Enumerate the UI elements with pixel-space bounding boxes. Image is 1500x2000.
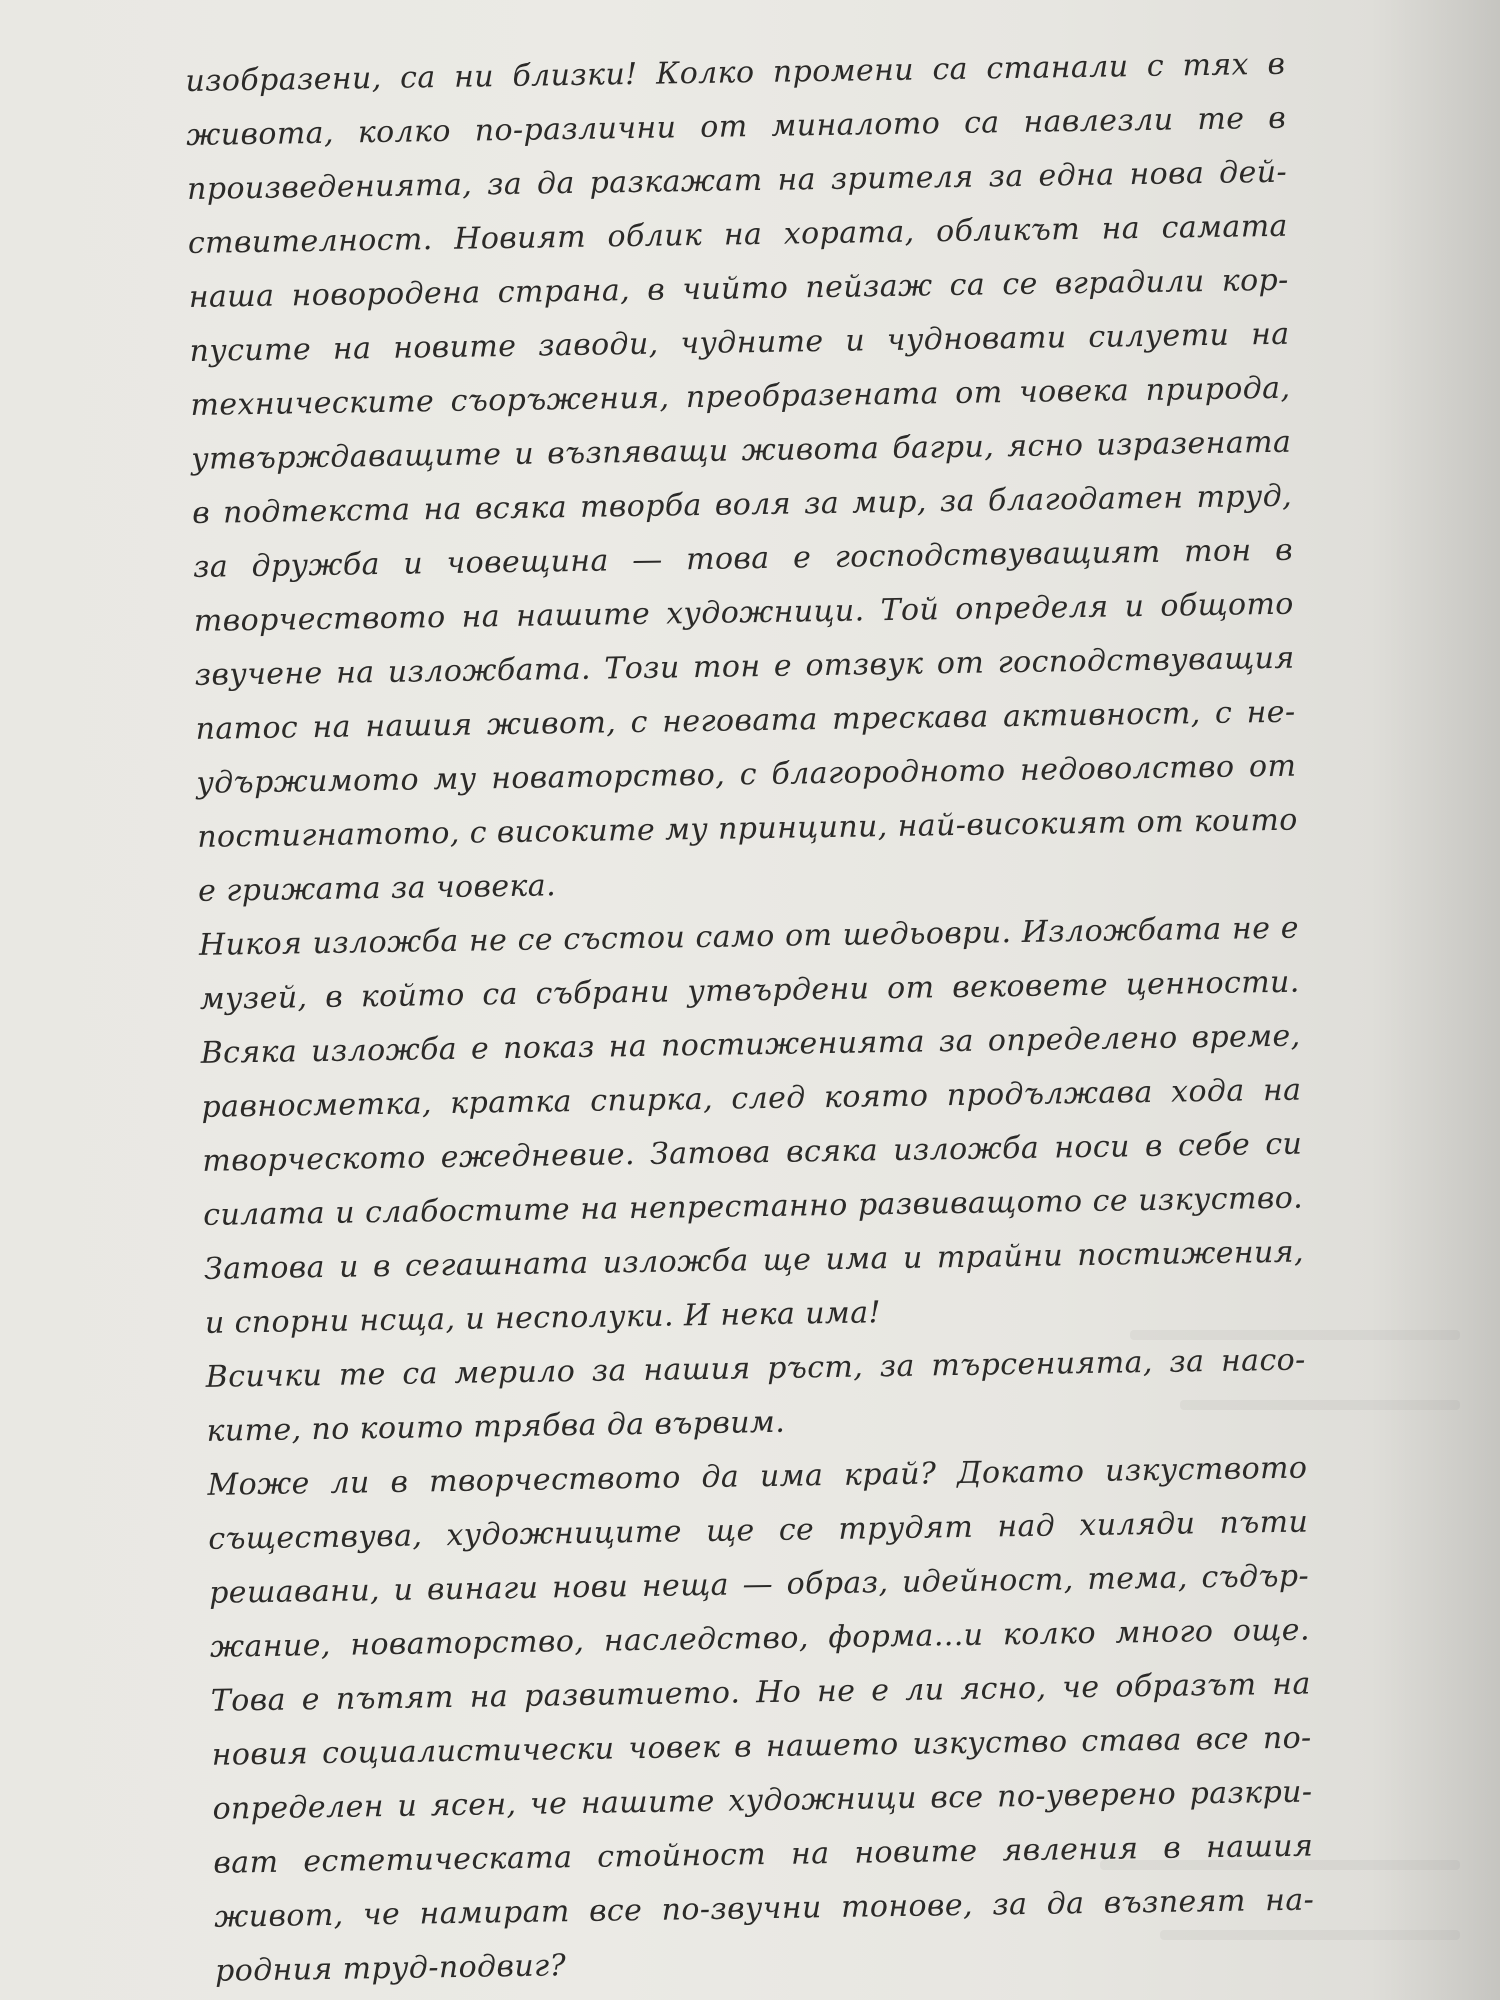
text-line: патос на нашия живот, с неговата трескава активност, с не- bbox=[195, 694, 1296, 747]
body-text bbox=[185, 38, 1315, 1989]
text-line: Никоя изложба не се състои само от шедьоври. Изложбата не е bbox=[198, 910, 1300, 963]
text-line: живот, че намират все по-звучни тонове, за да възпеят на- bbox=[213, 1882, 1315, 1935]
text-line: живота, колко по-различни от миналото са навлезли те в bbox=[185, 100, 1287, 153]
text-line: произведенията, за да разкажат на зрителя за една нова дей- bbox=[186, 154, 1288, 207]
text-line: утвърждаващите и възпяващи живота багри, ясно изразената bbox=[191, 424, 1292, 477]
text-line: Всички те са мерило за нашия ръст, за търсенията, за насо- bbox=[205, 1342, 1306, 1395]
text-line: звучене на изложбата. Този тон е отзвук от господствуващия bbox=[194, 640, 1295, 693]
text-line: решавани, и винаги нови неща — образ, идейност, тема, съдър- bbox=[208, 1558, 1310, 1611]
text-line: силата и слабостите на непрестанно развиващото се изкуство. bbox=[202, 1180, 1304, 1233]
text-line: новия социалистически човек в нашето изкуство става все по- bbox=[211, 1720, 1312, 1773]
text-line: ват естетическата стойност на новите явления в нашия bbox=[213, 1828, 1314, 1881]
text-line: в подтекста на всяка творба воля за мир, за благодатен труд, bbox=[191, 478, 1293, 531]
text-line: творческото ежедневие. Затова всяка изложба носи в себе си bbox=[202, 1126, 1303, 1179]
text-line: жание, новаторство, наследство, форма...и колко много още. bbox=[209, 1612, 1311, 1665]
text-line: родния труд-подвиг? bbox=[214, 1948, 567, 1989]
text-line: техническите съоръжения, преобразената от човека природа, bbox=[190, 370, 1291, 423]
text-line: изобразени, са ни близки! Колко промени са станали с тях в bbox=[185, 46, 1286, 99]
text-line: Това е пътят на развитието. Но не е ли ясно, че образът на bbox=[210, 1666, 1312, 1719]
text-line: творчеството на нашите художници. Той определя и общото bbox=[193, 586, 1295, 639]
text-line: определен и ясен, че нашите художници все по-уверено разкри- bbox=[212, 1774, 1313, 1827]
page-fold-shadow bbox=[1370, 0, 1500, 2000]
text-line: съществува, художниците ще се трудят над хиляди пъти bbox=[208, 1504, 1309, 1557]
text-line: ствителност. Новият облик на хората, обликът на самата bbox=[187, 208, 1289, 261]
text-line: Затова и в сегашната изложба ще има и трайни постижения, bbox=[203, 1234, 1305, 1287]
text-line: музей, в който са събрани утвърдени от вековете ценности. bbox=[199, 964, 1300, 1017]
text-line: е грижата за човека. bbox=[197, 868, 557, 909]
text-line: равносметка, кратка спирка, след която продължава хода на bbox=[201, 1072, 1302, 1125]
text-line: постигнатото, с високите му принципи, най-високият от които bbox=[197, 802, 1298, 855]
text-line: и спорни нсща, и несполуки. И нека има! bbox=[204, 1295, 882, 1341]
text-line: Всяка изложба е показ на постиженията за определено време, bbox=[200, 1018, 1301, 1071]
text-line: наша новородена страна, в чийто пейзаж са се вградили кор- bbox=[188, 262, 1289, 315]
text-line: за дружба и човещина — това е господствуващият тон в bbox=[192, 532, 1294, 585]
text-line: ките, по които трябва да вървим. bbox=[206, 1404, 786, 1449]
text-line: пусите на новите заводи, чудните и чудновати силуети на bbox=[189, 316, 1290, 369]
text-line: Може ли в творчеството да има край? Докато изкуството bbox=[207, 1450, 1308, 1503]
text-line: удържимото му новаторство, с благородното недоволство от bbox=[196, 748, 1297, 801]
